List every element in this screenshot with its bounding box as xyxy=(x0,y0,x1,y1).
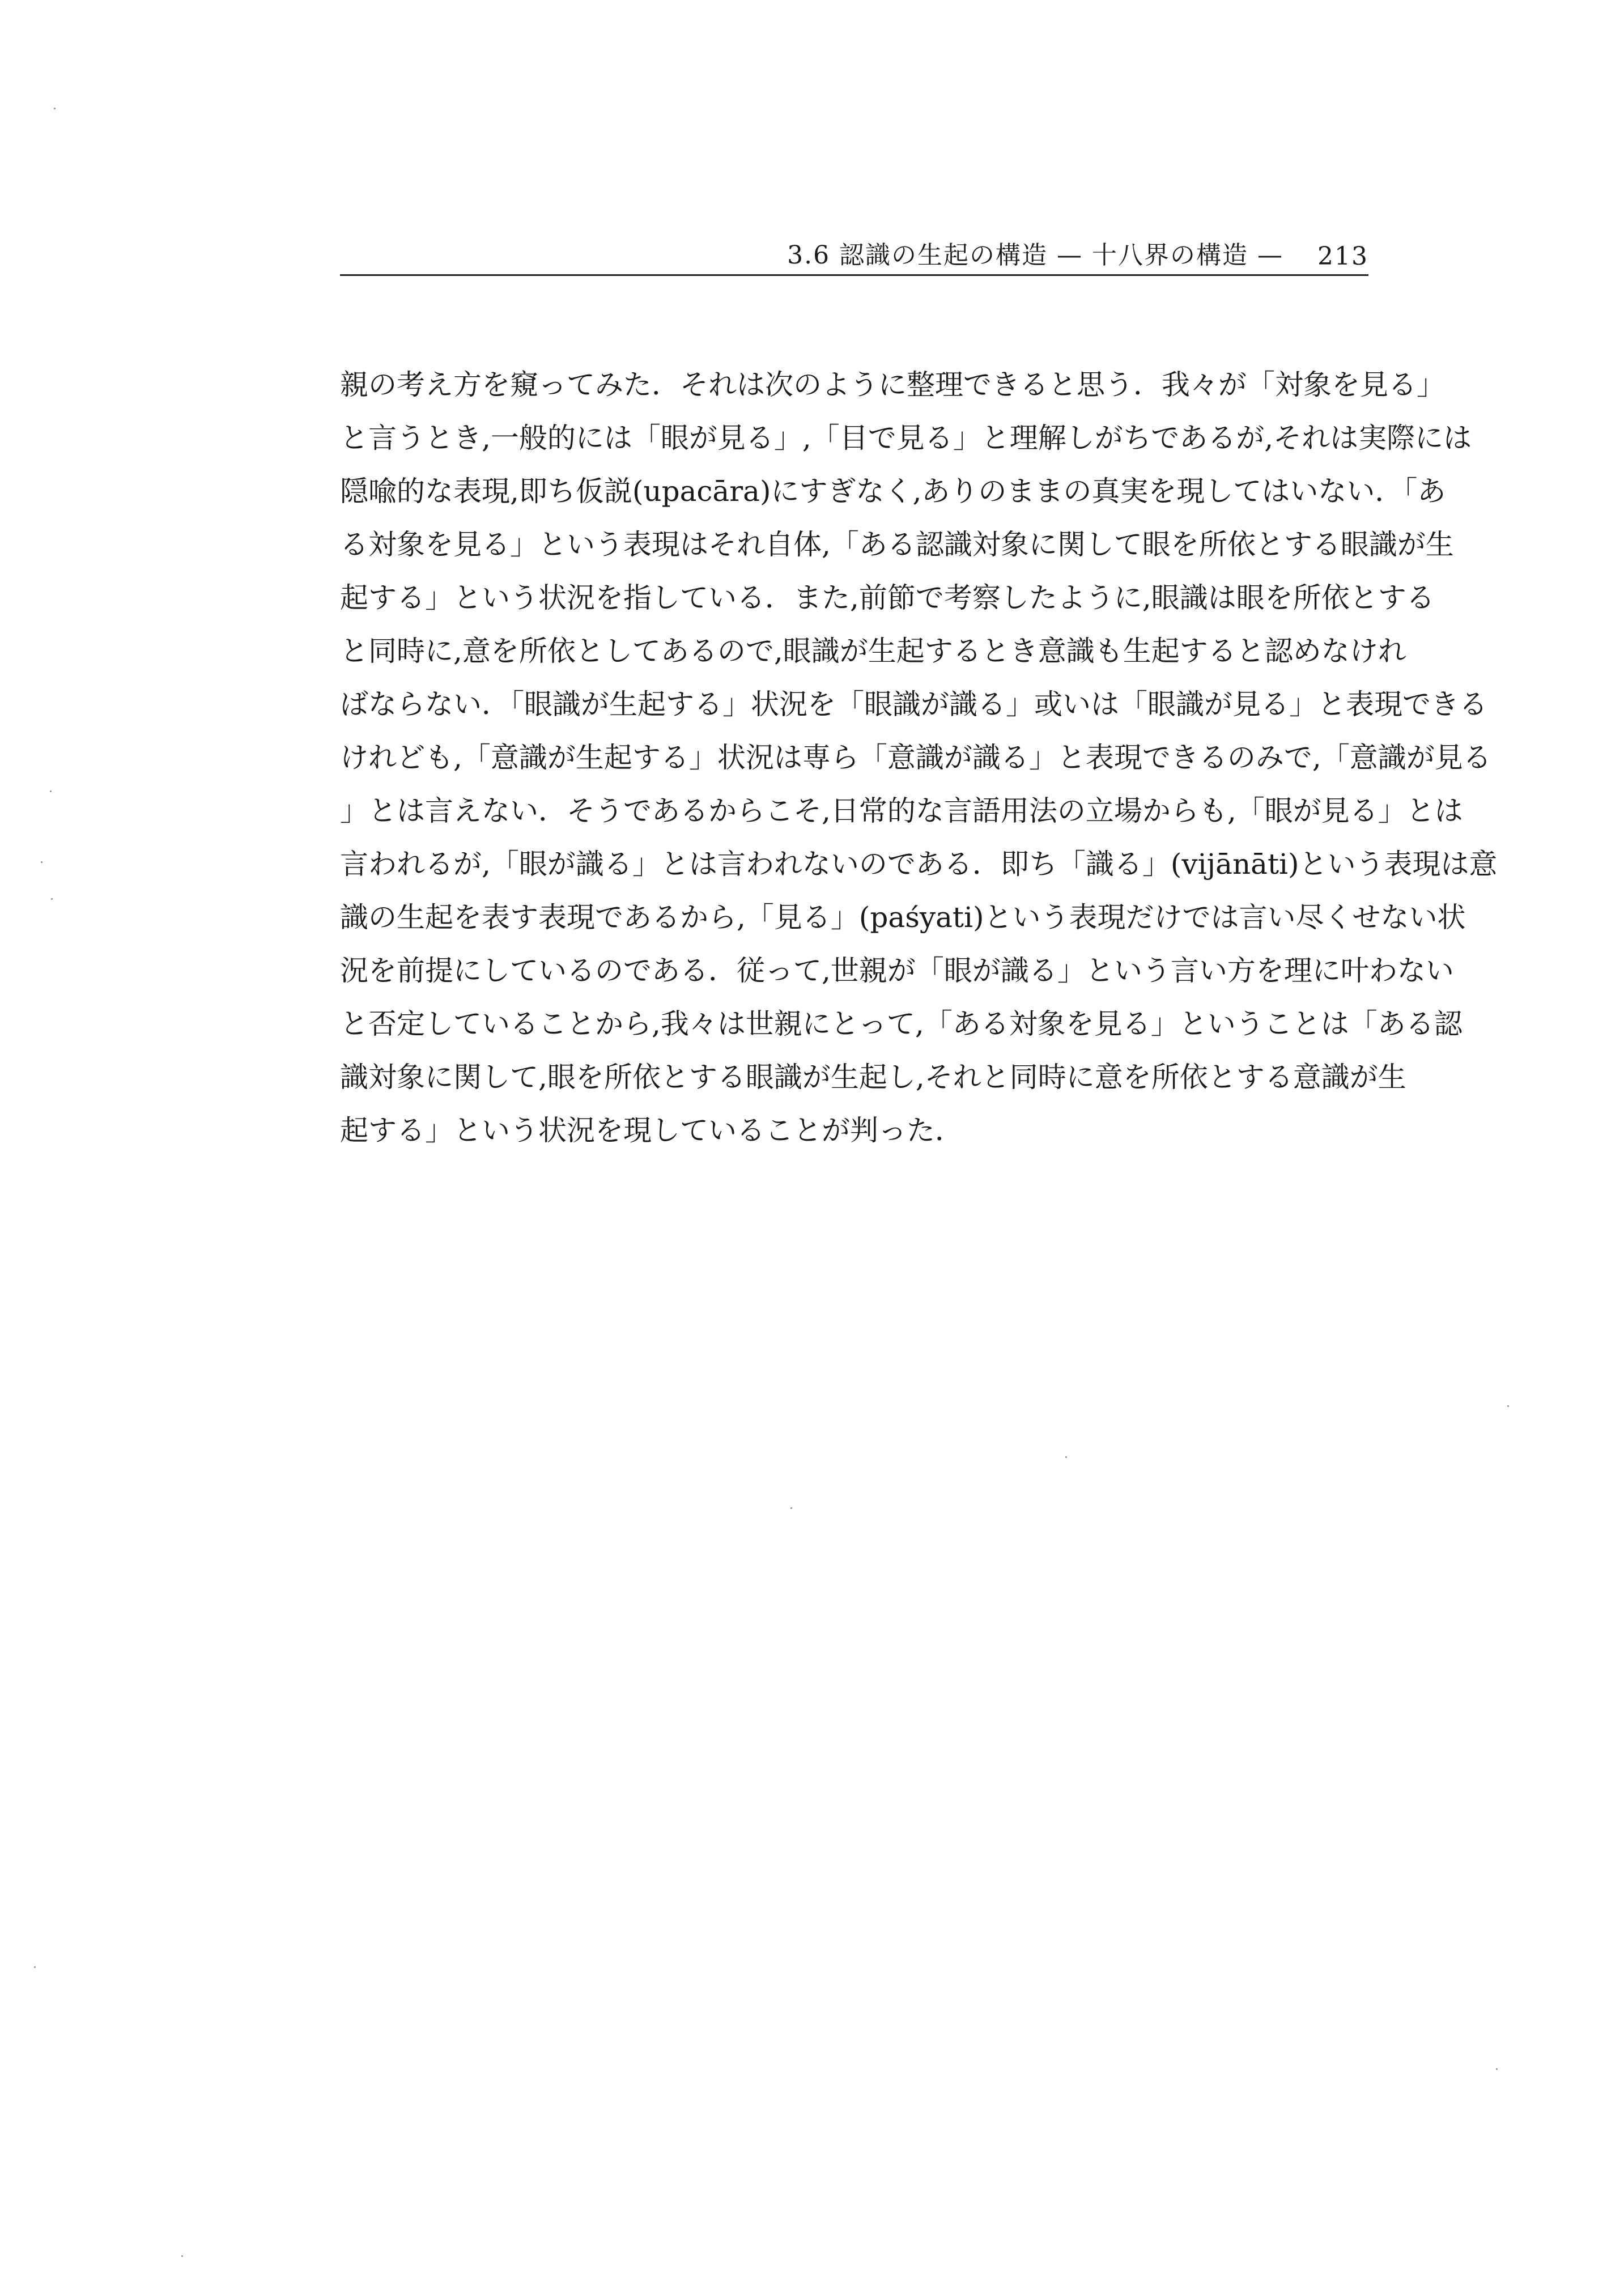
text-line: ばならない．「眼識が生起する」状況を「眼識が識る」或いは「眼識が見る」と表現できる xyxy=(340,688,1487,721)
running-head-title: 3.6 認識の生起の構造 — 十八界の構造 — xyxy=(787,241,1284,270)
scan-speck xyxy=(51,898,53,900)
scan-speck xyxy=(54,108,56,109)
text-line: 隠喩的な表現,即ち仮説(upacāra)にすぎなく,ありのままの真実を現してはいない．「あ xyxy=(340,475,1446,508)
text-line: 言われるが,「眼が識る」とは言われないのである．即ち「識る」(vijānāti)という表現は意 xyxy=(340,848,1498,881)
text-line: けれども,「意識が生起する」状況は専ら「意識が識る」と表現できるのみで,「意識が見る xyxy=(340,741,1491,774)
scan-speck xyxy=(1507,1405,1509,1407)
text-line: 識の生起を表す表現であるから,「見る」(paśyati)という表現だけでは言い尽くせない状 xyxy=(340,901,1466,934)
text-line: 親の考え方を窺ってみた．それは次のように整理できると思う．我々が「対象を見る」 xyxy=(340,368,1445,401)
text-line: る対象を見る」という表現はそれ自体,「ある認識対象に関して眼を所依とする眼識が生 xyxy=(340,528,1454,561)
scan-speck xyxy=(41,861,42,863)
scan-speck xyxy=(181,2255,183,2257)
header-rule xyxy=(340,274,1368,276)
body-paragraph xyxy=(340,358,1498,1157)
scan-speck xyxy=(1065,1456,1067,1458)
page-number: 213 xyxy=(1317,242,1368,271)
text-line: と同時に,意を所依としてあるので,眼識が生起するとき意識も生起すると認めなけれ xyxy=(340,635,1406,667)
scan-speck xyxy=(790,1507,792,1509)
text-line: 況を前提にしているのである．従って,世親が「眼が識る」という言い方を理に叶わない xyxy=(340,954,1454,987)
text-line: 起する」という状況を指している．また,前節で考察したように,眼識は眼を所依とする xyxy=(340,581,1435,614)
text-line: 識対象に関して,眼を所依とする眼識が生起し,それと同時に意を所依とする意識が生 xyxy=(340,1061,1406,1094)
text-line: と言うとき,一般的には「眼が見る」,「目で見る」と理解しがちであるが,それは実際には xyxy=(340,422,1472,454)
scan-speck xyxy=(50,790,52,792)
scan-speck xyxy=(34,1966,36,1968)
running-head xyxy=(340,237,1368,271)
text-line: 起する」という状況を現していることが判った． xyxy=(340,1114,963,1147)
scan-speck xyxy=(1496,2068,1498,2070)
text-line: と否定していることから,我々は世親にとって,「ある対象を見る」ということは「ある認 xyxy=(340,1007,1463,1040)
text-line: 」とは言えない．そうであるからこそ,日常的な言語用法の立場からも,「眼が見る」とは xyxy=(340,794,1463,827)
